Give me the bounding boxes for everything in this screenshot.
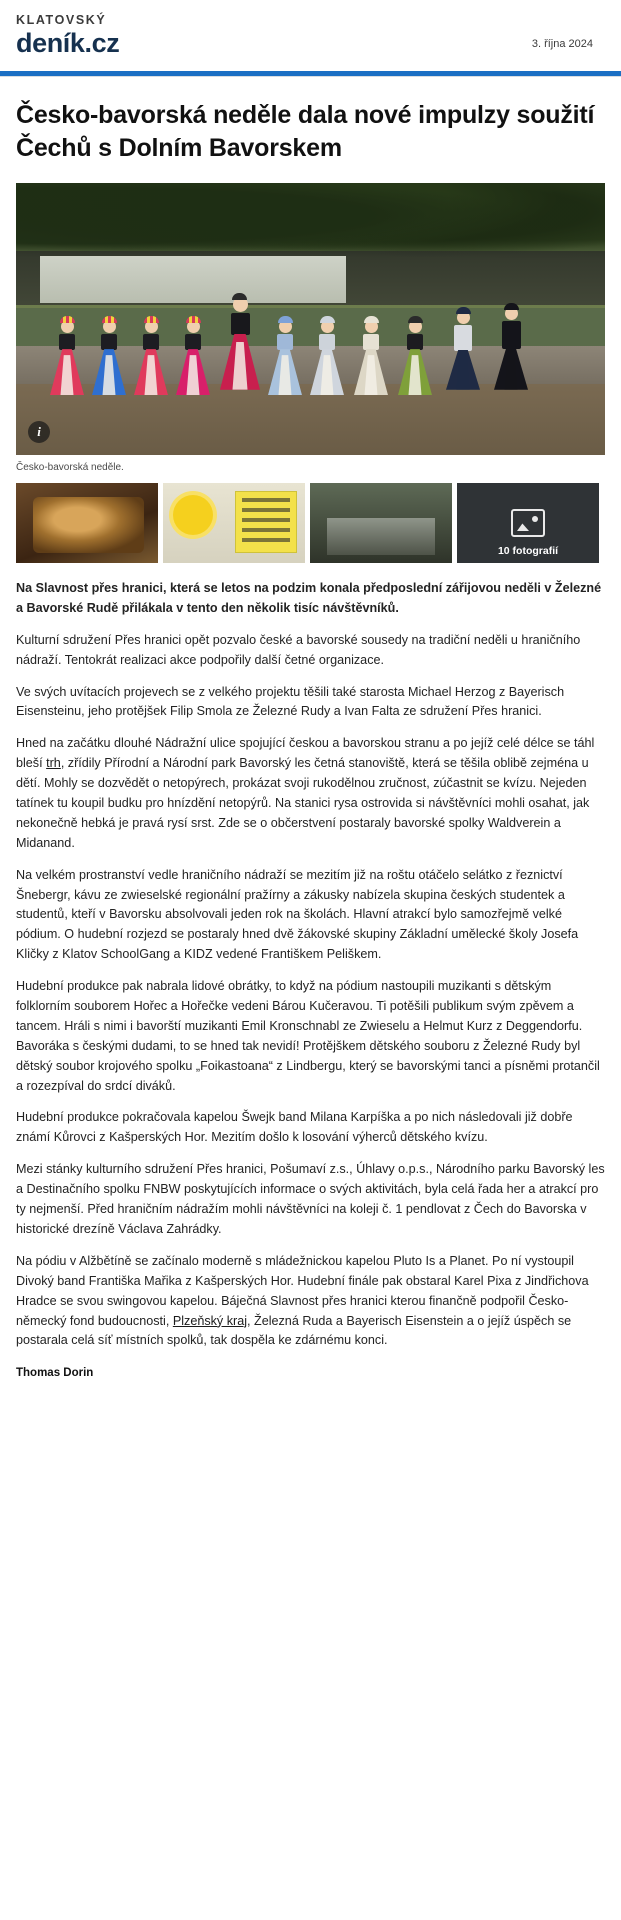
hero-dancer — [354, 320, 388, 395]
article-paragraph: Hudební produkce pokračovala kapelou Šwejk band Milana Karpíška a po nich následovali již dobře známí Kůrovci z Kašperských Hor. Mezitím došlo k losování výherců dětského kvízu. — [16, 1110, 573, 1145]
hero-caption: Česko-bavorská neděle. — [16, 462, 124, 473]
info-icon[interactable]: i — [28, 421, 50, 443]
article-perex: Na Slavnost přes hranici, která se letos na podzim konala předposlední zářijovou neděli v Železné a Bavorské Rudě přilákala v tento den několik tisíc návštěvníků. — [16, 581, 602, 615]
article-paragraph: Hudební produkce pak nabrala lidové obrátky, to když na pódium nastoupili muzikanti s dětským folklorním souborem Hořec a Hořečke vedeni Bárou Kučeravou. Ti potěšili publikum svým zpěvem a tancem. Hráli s nimi i bavorští muzikanti Emil Kronschnabl ze Zwieselu a Helmut Kurz z Deggendorfu. Bavoráka s českými dudami, to se hned tak nevidí! Protějškem dětského souboru z Železné Rudy byl dětský soubor krojového spolku „Foikastoana“ z Lindbergu, který se bavorskými tanci a písněmi protančil a rozezpíval do srdcí diváků. — [16, 979, 600, 1093]
article-paragraph-with-link — [16, 734, 605, 853]
paragraph-text-before: Hned na začátku dlouhé Nádražní ulice spojující českou a bavorskou stranu a po jejíž celé délce se táhl bleší — [16, 736, 595, 771]
site-logo[interactable] — [16, 14, 119, 57]
masthead — [0, 0, 621, 67]
paragraph-text-after: , Železná Ruda a Bayerisch Eisenstein a o jejíž úspěch se postarala celá síť místních spolků, tak dospěla ke zdárnému konci. — [16, 1313, 572, 1348]
thumbnail-stage[interactable] — [310, 483, 452, 563]
paragraph-text-after: , zřídily Přírodní a Národní park Bavorský les četná stanoviště, která se těšila oblibě zejména u dětí. Mohly se dozvědět o netopýrech, prokázat svoji rukodělnou zručnost, zúčastnit se kvízu. Nejeden tatínek tu koupil budku pro hnízdění netopýrů. Na stanici rysa ostrovida si návštěvníci mohli osahat, jak nekonečně hebká je pravá rysí srst. Zde se o občerstvení postaraly bavorské spolky Waldverein a Midanand. — [16, 756, 590, 850]
page-title: Česko-bavorská neděle dala nové impulzy soužití Čechů s Dolním Bavorskem — [16, 100, 595, 162]
article-author: Thomas Dorin — [16, 1367, 94, 1380]
paragraph-text-before: Na pódiu v Alžbětíně se začínalo moderně s mládežnickou kapelou Pluto Is a Planet. Po ní vystoupil Divoký band Františka Mařika z Kašperských Hor. Hudební finále pak obstaral Karel Pixa z Jindřichova Hradce se svou swingovou kapelou. Báječná Slavnost přes hranici kterou finančně podpořil Česko-německý fond budoucnosti, — [16, 1253, 589, 1328]
logo-region-label: KLATOVSKÝ — [16, 13, 107, 27]
article-paragraph: Mezi stánky kulturního sdružení Přes hranici, Pošumaví z.s., Úhlavy o.p.s., Národního parku Bavorský les a Destinačního spolku FNBW poskytujících informace o svých aktivitách, byla celá řada her a atrakcí pro ty nejmenší. Před hraničním nádražím mohli návštěvníci na koleji č. 1 pendlovat z Čech do Bavorska v historické drezíně Václava Zahrádky. — [16, 1162, 605, 1236]
hero-dancer — [50, 320, 84, 395]
hero-dancer — [176, 320, 210, 395]
hero-dancer — [268, 320, 302, 395]
hero-dancer-adult — [220, 297, 260, 390]
hero-bg-backdrop — [40, 256, 346, 302]
article-paragraph: Ve svých uvítacích projevech se z velkého projektu těšili také starosta Michael Herzog z Bayerisch Eisensteinu, jeho protějšek Filip Smola ze Železné Rudy a Ivan Falta ze sdružení Přes hranici. — [16, 684, 565, 719]
article-body — [16, 579, 605, 1351]
logo-brand-label: deník.cz — [16, 27, 120, 58]
header-divider — [0, 76, 621, 77]
poster-graphic — [235, 491, 297, 553]
article-paragraph-last — [16, 1252, 605, 1351]
thumbnail-poster[interactable] — [163, 483, 305, 563]
gallery-count-label: 10 fotografií — [497, 545, 559, 557]
publish-date: 3. října 2024 — [531, 38, 593, 50]
article-paragraph: Na velkém prostranství vedle hraničního nádraží se mezitím již na roštu otáčelo selátko z řeznictví Šnebergr, kávu ze zwieselské regionální pražírny a zákusky nabízela skupina českých studentek a studentů, kteří v Bavorsku absolvovali jeden rok na školách. Hlavní atrakcí bylo samozřejmě velké pódium. O hudební rozjezd se postaraly hned dvě žákovské skupiny Základní umělecké školy Josefa Kličky z Klatov SchoolGang a KIDZ vedené Františkem Peliškem. — [16, 867, 579, 962]
hero-dancer — [310, 320, 344, 395]
article-paragraph: Kulturní sdružení Přes hranici opět pozvalo české a bavorské sousedy na tradiční neděli u hraničního nádraží. Tentokrát realizaci akce podpořily další četné organizace. — [16, 632, 581, 667]
inline-link-plzensky-kraj[interactable]: Plzeňský kraj — [172, 1313, 248, 1328]
hero-image — [16, 183, 605, 455]
photo-stack-icon — [511, 509, 545, 537]
thumbnail-gallery-more[interactable] — [457, 483, 599, 563]
inline-link-trh[interactable]: trh — [46, 756, 61, 771]
hero-dancer — [134, 320, 168, 395]
hero-dancer — [398, 320, 432, 395]
hero-dancer-boy — [446, 311, 480, 390]
hero-figure — [16, 183, 605, 455]
gallery-thumbnails — [16, 483, 605, 563]
hero-dancer — [92, 320, 126, 395]
sun-graphic — [173, 495, 213, 535]
hero-dancer-boy — [494, 307, 528, 390]
thumbnail-grill[interactable] — [16, 483, 158, 563]
